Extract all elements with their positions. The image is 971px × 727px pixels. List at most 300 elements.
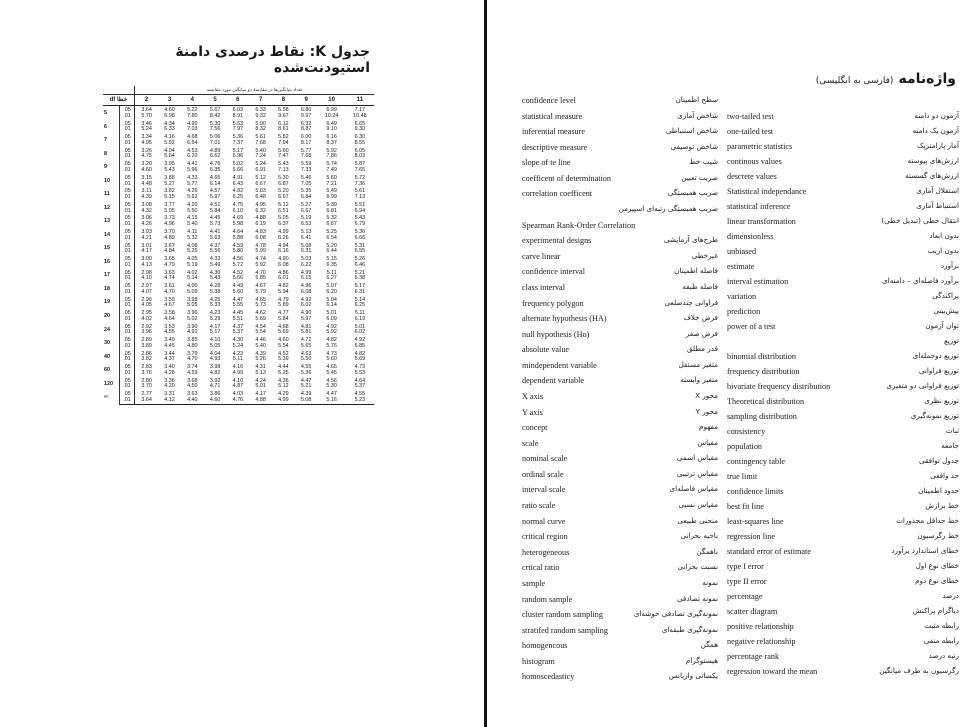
value-cell: 5.33	[209, 302, 221, 309]
english-term: Statistical independance	[727, 187, 807, 196]
value-cell: 4.89	[164, 234, 175, 241]
value-cell: 4.82	[354, 350, 366, 357]
english-term: sampling distribution	[727, 412, 797, 421]
df-cell: 15	[103, 241, 120, 255]
glossary-entry	[522, 390, 718, 406]
value-cell: 5.04	[326, 296, 337, 303]
persian-term: متغیر مستقل	[678, 359, 718, 369]
value-cell: 6.12	[278, 120, 289, 127]
english-term: negative relationship	[727, 637, 796, 646]
english-term: correlation coefficent	[522, 189, 593, 199]
glossary-entry	[522, 577, 718, 593]
value-cell: 5.40	[255, 342, 266, 349]
table-row	[103, 236, 374, 242]
value-cell: 4.07	[141, 288, 152, 295]
table-row	[103, 127, 374, 133]
glossary-entry	[522, 608, 718, 624]
english-term: dimensionless	[727, 232, 774, 241]
value-cell: 3.77	[164, 201, 175, 208]
value-cell: 4.12	[158, 398, 181, 404]
value-cell: 5.60	[326, 174, 337, 181]
value-cell: 5.92	[326, 329, 337, 336]
english-term: X axis	[522, 391, 544, 401]
value-cell: 7.56	[209, 126, 221, 133]
value-cell: 4.04	[209, 350, 221, 357]
value-cell: 5.69	[255, 315, 266, 322]
glossary-entry	[727, 245, 959, 260]
value-cell: 4.47	[326, 391, 337, 398]
value-cell: 4.37	[232, 323, 244, 330]
value-cell: 5.80	[232, 248, 244, 255]
persian-term: شاخص آماری	[677, 110, 718, 120]
value-cell: 5.24	[141, 126, 152, 133]
persian-term: فراوانی چندضلعی	[664, 297, 718, 307]
studentized-range-table	[103, 86, 374, 405]
alpha-cell: .05	[120, 160, 135, 168]
glossary-entry	[727, 275, 959, 290]
value-cell: 7.49	[326, 166, 337, 173]
glossary-entry	[727, 605, 959, 620]
persian-term: خطای استاندارد برآورد	[891, 546, 959, 555]
value-cell: 4.52	[278, 350, 289, 357]
glossary-entry	[727, 440, 959, 455]
table-row	[103, 141, 374, 147]
persian-term: نمونه	[702, 577, 718, 587]
english-term: interval estimation	[727, 277, 789, 286]
value-cell: 5.77	[187, 180, 198, 187]
value-cell: 5.92	[326, 147, 337, 154]
right-page	[487, 0, 971, 727]
alpha-cell: .01	[120, 317, 135, 323]
value-cell: 4.56	[326, 377, 337, 384]
alpha-cell: .05	[120, 295, 135, 303]
value-cell: 5.92	[255, 261, 266, 268]
value-cell: 3.46	[141, 120, 152, 127]
persian-term: مفهوم	[699, 422, 718, 432]
value-cell: 5.53	[354, 369, 366, 376]
value-cell: 8.87	[300, 126, 312, 133]
glossary-entry	[522, 546, 718, 562]
value-cell: 5.73	[209, 221, 221, 228]
english-term: normal curve	[522, 516, 566, 526]
value-cell: 5.36	[300, 369, 312, 376]
value-cell: 7.68	[255, 139, 266, 146]
glossary-entry	[522, 624, 718, 640]
value-cell: 5.14	[187, 275, 198, 282]
value-cell: 7.94	[278, 139, 289, 146]
alpha-cell: .05	[120, 350, 135, 358]
value-cell: 5.05	[278, 215, 289, 222]
value-cell: 5.03	[255, 188, 266, 195]
column-header: 6	[226, 95, 249, 106]
persian-term: یکسانی واریانس	[668, 671, 718, 681]
value-cell: 5.60	[232, 288, 244, 295]
glossary-entry	[522, 670, 718, 686]
glossary-entry	[727, 425, 959, 440]
glossary-entry	[727, 335, 959, 350]
persian-term: منحنی طبیعی	[677, 515, 718, 525]
value-cell: 5.67	[209, 107, 221, 114]
glossary-entry	[522, 203, 718, 219]
value-cell: 4.40	[181, 398, 204, 404]
value-cell: 7.05	[300, 180, 312, 187]
value-cell: 4.36	[278, 377, 289, 384]
value-cell: 2.80	[141, 377, 152, 384]
value-cell: 6.19	[255, 221, 266, 228]
value-cell: 4.88	[249, 398, 272, 404]
value-cell: 3.90	[187, 323, 198, 330]
value-cell: 7.17	[354, 107, 366, 114]
glossary-entry	[522, 281, 718, 297]
value-cell: 6.46	[354, 261, 366, 268]
table-row	[103, 249, 374, 255]
english-term: two-tailed test	[727, 112, 774, 121]
english-term: crtical ratio	[522, 563, 560, 573]
value-cell: 6.19	[354, 315, 366, 322]
value-cell: 5.84	[278, 315, 289, 322]
value-cell: 4.96	[164, 221, 175, 228]
value-cell: 6.91	[255, 166, 266, 173]
value-cell: 5.25	[278, 369, 289, 376]
glossary-entry	[522, 593, 718, 609]
value-cell: 5.17	[232, 147, 244, 154]
persian-term: شیب خط	[689, 157, 718, 167]
value-cell: 4.59	[232, 242, 244, 249]
glossary-entry	[522, 374, 718, 390]
value-cell: 3.67	[164, 242, 175, 249]
persian-term: بدون اریب	[927, 246, 959, 255]
value-cell: 3.73	[164, 215, 175, 222]
table-title: جدول K: نقاط درصدی دامنهٔ استیودنت‌شده	[175, 44, 370, 76]
value-cell: 4.41	[187, 161, 198, 168]
value-cell: 6.79	[354, 221, 366, 228]
df-cell: 12	[103, 201, 120, 215]
df-cell: 24	[103, 323, 120, 337]
glossary-entry	[522, 655, 718, 671]
df-cell: ∞	[103, 390, 120, 404]
value-cell: 4.76	[226, 398, 249, 404]
value-cell: 5.45	[326, 369, 337, 376]
persian-term: پراکندگی	[932, 291, 959, 300]
value-cell: 5.26	[354, 256, 366, 263]
glossary-entry	[727, 470, 959, 485]
alpha-cell: .05	[120, 120, 135, 128]
value-cell: 5.39	[278, 356, 289, 363]
english-term: class interval	[522, 282, 565, 292]
value-cell: 3.31	[164, 391, 175, 398]
value-cell: 8.17	[300, 139, 312, 146]
value-cell: 5.30	[209, 120, 221, 127]
value-cell: 6.22	[300, 261, 312, 268]
value-cell: 6.51	[278, 207, 289, 214]
value-cell: 6.58	[278, 107, 289, 114]
value-cell: 4.92	[354, 337, 366, 344]
value-cell: 3.08	[141, 201, 152, 208]
value-cell: 3.11	[141, 188, 152, 195]
value-cell: 6.99	[326, 107, 337, 114]
persian-term: نسبت بحرانی	[677, 562, 718, 572]
persian-term: ارزش‌های گسسته	[905, 171, 959, 180]
value-cell: 5.29	[209, 315, 221, 322]
value-cell: 4.92	[326, 323, 337, 330]
value-cell: 3.58	[164, 310, 175, 317]
value-cell: 7.47	[278, 153, 289, 160]
value-cell: 5.19	[187, 261, 198, 268]
value-cell: 2.86	[141, 350, 152, 357]
glossary-entry	[522, 406, 718, 422]
english-term: regression line	[727, 532, 775, 541]
value-cell: 6.99	[326, 194, 337, 201]
persian-term: ضریب تعیین	[681, 172, 718, 182]
value-cell: 4.37	[209, 242, 221, 249]
value-cell: 4.17	[141, 248, 152, 255]
value-cell: 4.82	[278, 283, 289, 290]
glossary-entry	[522, 343, 718, 359]
value-cell: 4.90	[187, 120, 198, 127]
value-cell: 4.41	[209, 228, 221, 235]
value-cell: 3.01	[141, 242, 152, 249]
value-cell: 5.25	[187, 248, 198, 255]
value-cell: 4.99	[278, 228, 289, 235]
table-row	[103, 168, 374, 174]
glossary-entry	[727, 455, 959, 470]
value-cell: 4.49	[232, 283, 244, 290]
value-cell: 4.64	[164, 315, 175, 322]
persian-term: آزمون یک دامنه	[912, 126, 959, 135]
value-cell: 6.20	[187, 153, 198, 160]
value-cell: 6.08	[255, 234, 266, 241]
left-page	[0, 0, 484, 727]
value-cell: 4.78	[255, 242, 266, 249]
value-cell: 5.63	[209, 234, 221, 241]
value-cell: 3.53	[164, 323, 175, 330]
english-term: binomial distribution	[727, 352, 796, 361]
value-cell: 4.75	[232, 201, 244, 208]
glossary-entry	[727, 635, 959, 650]
glossary-entry	[522, 94, 718, 110]
value-cell: 5.70	[141, 112, 152, 119]
persian-term: حد واقعی	[930, 471, 959, 480]
glossary-entry	[522, 265, 718, 281]
value-cell: 5.76	[326, 342, 337, 349]
value-cell: 5.11	[354, 310, 365, 317]
value-cell: 5.20	[278, 188, 289, 195]
value-cell: 5.26	[255, 356, 266, 363]
value-cell: 6.35	[326, 261, 337, 268]
persian-term: درصد	[942, 591, 959, 600]
value-cell: 4.95	[255, 201, 266, 208]
value-cell: 2.95	[141, 310, 152, 317]
value-cell: 3.64	[141, 107, 152, 114]
value-cell: 5.46	[300, 174, 312, 181]
english-term: scatter diagram	[727, 607, 778, 616]
value-cell: 4.99	[232, 369, 244, 376]
value-cell: 5.01	[255, 383, 266, 390]
value-cell: 4.83	[255, 228, 266, 235]
value-cell: 3.70	[141, 383, 152, 390]
df-cell: 60	[103, 363, 120, 377]
value-cell: 6.09	[326, 315, 337, 322]
alpha-cell: .01	[120, 154, 135, 160]
table-body	[103, 106, 374, 405]
glossary-entry	[727, 260, 959, 275]
value-cell: 5.27	[164, 180, 175, 187]
value-cell: 6.67	[255, 180, 266, 187]
english-term: power of a test	[727, 322, 776, 331]
value-cell: 6.08	[278, 261, 289, 268]
glossary-entry	[727, 620, 959, 635]
english-term: frequency polygon	[522, 298, 584, 308]
value-cell: 5.72	[354, 174, 366, 181]
value-cell: 2.89	[141, 337, 152, 344]
column-header: 7	[249, 95, 272, 106]
value-cell: 4.68	[187, 134, 198, 141]
value-cell: 5.25	[326, 228, 337, 235]
value-cell: 6.87	[278, 180, 289, 187]
english-term: frequency distribution	[727, 367, 800, 376]
value-cell: 6.26	[278, 234, 289, 241]
english-term: one-tailed test	[727, 127, 774, 136]
value-cell: 5.13	[255, 369, 266, 376]
value-cell: 3.98	[209, 364, 221, 371]
alpha-cell: .01	[120, 182, 135, 188]
alpha-cell: .05	[120, 390, 135, 398]
value-cell: 5.17	[354, 283, 366, 290]
value-cell: 5.64	[164, 153, 175, 160]
value-cell: 7.65	[354, 166, 366, 173]
value-cell: 6.15	[300, 275, 312, 282]
value-cell: 6.41	[300, 234, 312, 241]
persian-term: برآورد فاصله‌ای – دامنه‌ای	[882, 276, 959, 285]
persian-term: حدود اطمینان	[918, 486, 959, 495]
value-cell: 6.66	[232, 166, 244, 173]
glossary-entry	[727, 320, 959, 335]
value-cell: 6.03	[232, 107, 244, 114]
alpha-cell: .01	[120, 344, 135, 350]
value-cell: 3.06	[141, 215, 152, 222]
persian-term: همگن	[700, 640, 718, 650]
value-cell: 4.28	[209, 283, 221, 290]
value-cell: 5.69	[354, 356, 366, 363]
value-cell: 5.06	[209, 134, 221, 141]
persian-term: رتبه درصد	[928, 651, 959, 660]
value-cell: 7.01	[209, 139, 221, 146]
value-cell: 7.80	[187, 112, 198, 119]
value-cell: 10.48	[353, 112, 367, 119]
value-cell: 3.63	[164, 269, 175, 276]
english-term: critical region	[522, 532, 568, 542]
value-cell: 3.98	[187, 296, 198, 303]
value-cell: 5.21	[300, 383, 312, 390]
value-cell: 4.60	[204, 398, 227, 404]
value-cell: 4.13	[141, 261, 152, 268]
value-cell: 3.96	[187, 310, 198, 317]
english-term: mindependent variable	[522, 360, 597, 370]
value-cell: 4.87	[232, 383, 244, 390]
alpha-cell: .05	[120, 228, 135, 236]
table-row	[103, 290, 374, 296]
value-cell: 6.10	[232, 207, 244, 214]
alpha-cell: .01	[120, 168, 135, 174]
value-cell: 4.81	[300, 323, 312, 330]
value-cell: 5.31	[354, 242, 366, 249]
value-cell: 5.61	[255, 134, 266, 141]
df-cell: 120	[103, 377, 120, 391]
value-cell: 6.20	[326, 288, 337, 295]
value-cell: 5.23	[346, 398, 374, 404]
value-cell: 3.44	[164, 350, 175, 357]
value-cell: 6.33	[255, 107, 266, 114]
value-cell: 6.35	[209, 166, 221, 173]
value-cell: 5.01	[354, 323, 366, 330]
alpha-cell: .05	[120, 268, 135, 276]
value-cell: 7.36	[354, 180, 366, 187]
value-cell: 5.19	[300, 215, 312, 222]
alpha-cell: .05	[120, 106, 135, 114]
persian-term: آمار پارامتریک	[917, 141, 959, 150]
value-cell: 5.30	[278, 174, 289, 181]
glossary-entry	[522, 312, 718, 328]
value-cell: 5.08	[295, 398, 318, 404]
value-cell: 3.00	[141, 256, 152, 263]
table-row	[103, 195, 374, 201]
value-cell: 5.59	[300, 161, 312, 168]
value-cell: 5.43	[164, 166, 175, 173]
value-cell: 7.24	[255, 153, 266, 160]
value-cell: 5.50	[300, 356, 312, 363]
english-term: ordinal scale	[522, 469, 564, 479]
value-cell: 4.86	[278, 269, 289, 276]
glossary-entry	[522, 297, 718, 313]
df-label: df خطا	[103, 95, 135, 106]
glossary-entry	[522, 328, 718, 344]
value-cell: 5.07	[326, 283, 337, 290]
value-cell: 5.20	[326, 242, 337, 249]
value-cell: 3.26	[141, 147, 152, 154]
alpha-cell: .01	[120, 222, 135, 228]
column-header: 11	[346, 95, 374, 106]
value-cell: 9.32	[255, 112, 266, 119]
value-cell: 4.05	[141, 302, 152, 309]
value-cell: 4.80	[187, 342, 198, 349]
persian-term: برآورد	[940, 261, 959, 270]
persian-term: ارزش‌های پیوسته	[907, 156, 959, 165]
value-cell: 4.62	[255, 310, 266, 317]
value-cell: 4.46	[255, 337, 266, 344]
glossary-entry	[727, 650, 959, 665]
df-cell: 14	[103, 228, 120, 242]
value-cell: 5.62	[187, 194, 198, 201]
value-cell: 6.49	[326, 120, 337, 127]
df-cell: 40	[103, 350, 120, 364]
english-term: scale	[522, 438, 539, 448]
persian-term: جامعه	[941, 441, 959, 450]
glossary-entry	[727, 125, 959, 140]
value-cell: 4.00	[187, 283, 198, 290]
glossary-entry	[727, 170, 959, 185]
value-cell: 3.68	[187, 377, 198, 384]
df-cell: 5	[103, 106, 120, 120]
value-cell: 5.90	[255, 120, 266, 127]
english-term: confidence limits	[727, 487, 784, 496]
value-cell: 4.29	[278, 391, 289, 398]
value-cell: 10.24	[324, 112, 339, 119]
glossary-entry	[727, 155, 959, 170]
persian-term: رابطه منفی	[923, 636, 959, 645]
value-cell: 4.51	[209, 201, 221, 208]
value-cell: 6.02	[354, 329, 366, 336]
english-term: histogram	[522, 656, 555, 666]
